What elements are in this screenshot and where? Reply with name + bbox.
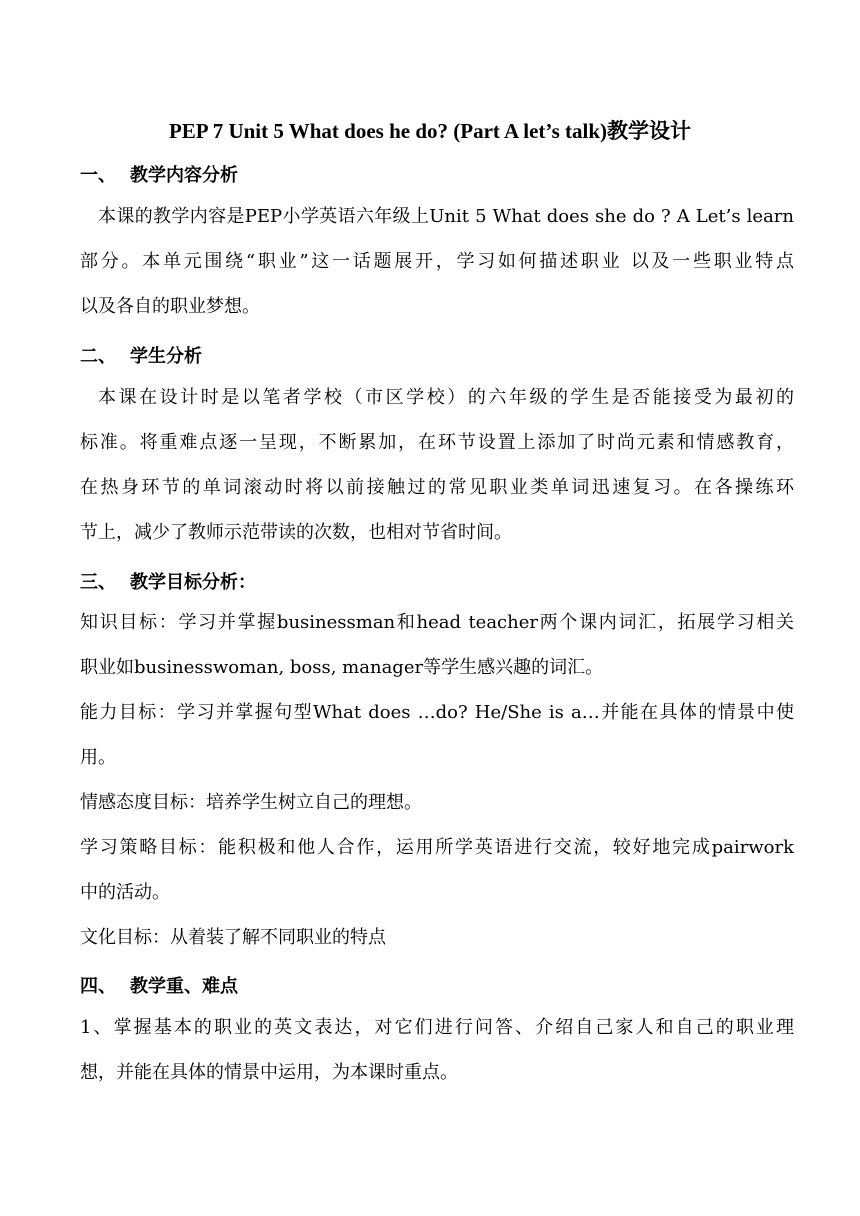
objective-line: 文化目标：从着装了解不同职业的特点 <box>80 927 386 948</box>
section-heading-student-analysis <box>80 342 202 368</box>
objective-line: 学习策略目标：能积极和他人合作，运用所学英语进行交流，较好地完成pairwork <box>80 837 794 858</box>
paragraph-line: 想，并能在具体的情景中运用，为本课时重点。 <box>80 1062 458 1083</box>
objective-line: 中的活动。 <box>80 882 170 903</box>
paragraph-line: 节上，减少了教师示范带读的次数，也相对节省时间。 <box>80 522 512 543</box>
section-heading-key-points <box>80 972 238 998</box>
paragraph-line: 本课的教学内容是PEP小学英语六年级上Unit 5 What does she do ? A Let’s learn <box>98 206 794 227</box>
document-title: PEP 7 Unit 5 What does he do? (Part A let’s talk)教学设计 <box>168 119 692 143</box>
objective-line: 知识目标：学习并掌握businessman和head teacher两个课内词汇，拓展学习相关 <box>80 612 794 633</box>
section-number: 四、 <box>80 976 116 997</box>
student-analysis-paragraph <box>80 375 794 555</box>
paragraph-line: 在热身环节的单词滚动时将以前接触过的常见职业类单词迅速复习。在各操练环 <box>80 477 794 498</box>
section-heading-content-analysis <box>80 161 238 187</box>
objectives-list <box>80 600 794 960</box>
section-number: 三、 <box>80 572 116 593</box>
section-title: 教学目标分析： <box>130 572 256 593</box>
paragraph-line: 本课在设计时是以笔者学校（市区学校）的六年级的学生是否能接受为最初的 <box>98 387 794 408</box>
section-number: 二、 <box>80 346 116 367</box>
paragraph-line: 1、掌握基本的职业的英文表达，对它们进行问答、介绍自己家人和自己的职业理 <box>80 1017 794 1038</box>
section-title: 学生分析 <box>130 346 202 367</box>
section-title: 教学重、难点 <box>130 976 238 997</box>
section-number: 一、 <box>80 165 116 186</box>
paragraph-line: 部分。本单元围绕“职业”这一话题展开，学习如何描述职业 以及一些职业特点 <box>80 251 794 272</box>
section-title: 教学内容分析 <box>130 165 238 186</box>
objective-line: 职业如businesswoman, boss, manager等学生感兴趣的词汇。 <box>80 657 604 678</box>
section-heading-objectives <box>80 568 256 594</box>
content-analysis-paragraph <box>80 194 794 329</box>
paragraph-line: 标准。将重难点逐一呈现，不断累加，在环节设置上添加了时尚元素和情感教育， <box>80 432 794 453</box>
objective-line: 能力目标：学习并掌握句型What does …do? He/She is a…并能在具体的情景中使 <box>80 702 794 723</box>
key-points-paragraph <box>80 1005 794 1095</box>
objective-line: 情感态度目标：培养学生树立自己的理想。 <box>80 792 422 813</box>
paragraph-line: 以及各自的职业梦想。 <box>80 296 260 317</box>
objective-line: 用。 <box>80 747 116 768</box>
